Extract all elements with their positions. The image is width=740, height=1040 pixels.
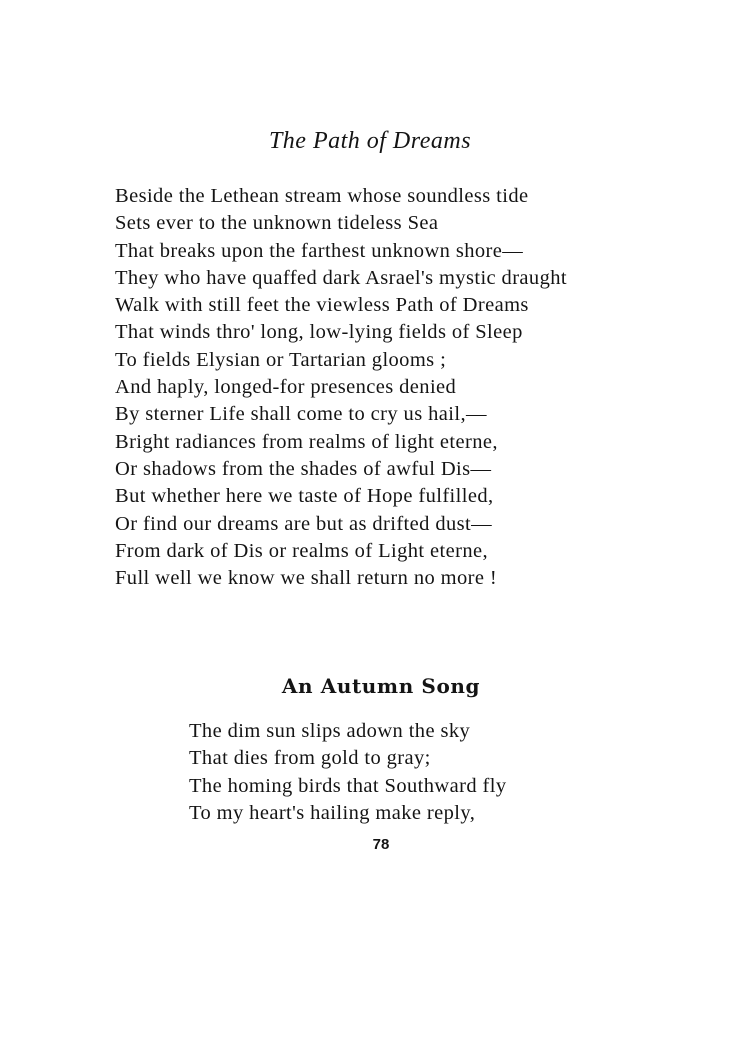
poem-line: Or shadows from the shades of awful Dis— xyxy=(115,457,492,480)
poem-line: From dark of Dis or realms of Light eterne, xyxy=(115,539,489,562)
page-number: 78 xyxy=(372,836,390,853)
poem-line: That breaks upon the farthest unknown shore— xyxy=(115,239,524,262)
poem-line: The dim sun slips adown the sky xyxy=(189,720,471,742)
poem-line: Or find our dreams are but as drifted dust— xyxy=(115,512,492,535)
poem-title: An Autumn Song xyxy=(281,674,481,698)
poem-line: That winds thro' long, low-lying fields of Sleep xyxy=(115,321,523,344)
poem-line: To my heart's hailing make reply, xyxy=(189,801,476,824)
poem-line: To fields Elysian or Tartarian glooms ; xyxy=(115,348,447,371)
poem-line: Bright radiances from realms of light eterne, xyxy=(115,430,498,453)
poem-body xyxy=(115,183,715,592)
poem-line: But whether here we taste of Hope fulfilled, xyxy=(115,485,494,508)
poem-body xyxy=(189,718,709,827)
poem-line: That dies from gold to gray; xyxy=(189,747,431,770)
poem-line: Full well we know we shall return no more ! xyxy=(115,567,498,590)
poem-line: Beside the Lethean stream whose soundless tide xyxy=(115,185,529,207)
poem-line: They who have quaffed dark Asrael's mystic draught xyxy=(115,266,567,289)
poem-line: By sterner Life shall come to cry us hail,— xyxy=(115,403,487,426)
poem-line: Walk with still feet the viewless Path of Dreams xyxy=(115,294,529,317)
poem-title: The Path of Dreams xyxy=(268,128,472,154)
poem-line: And haply, longed-for presences denied xyxy=(115,376,457,399)
poem-line: The homing birds that Southward fly xyxy=(189,774,507,797)
poem-line: Sets ever to the unknown tideless Sea xyxy=(115,212,439,235)
